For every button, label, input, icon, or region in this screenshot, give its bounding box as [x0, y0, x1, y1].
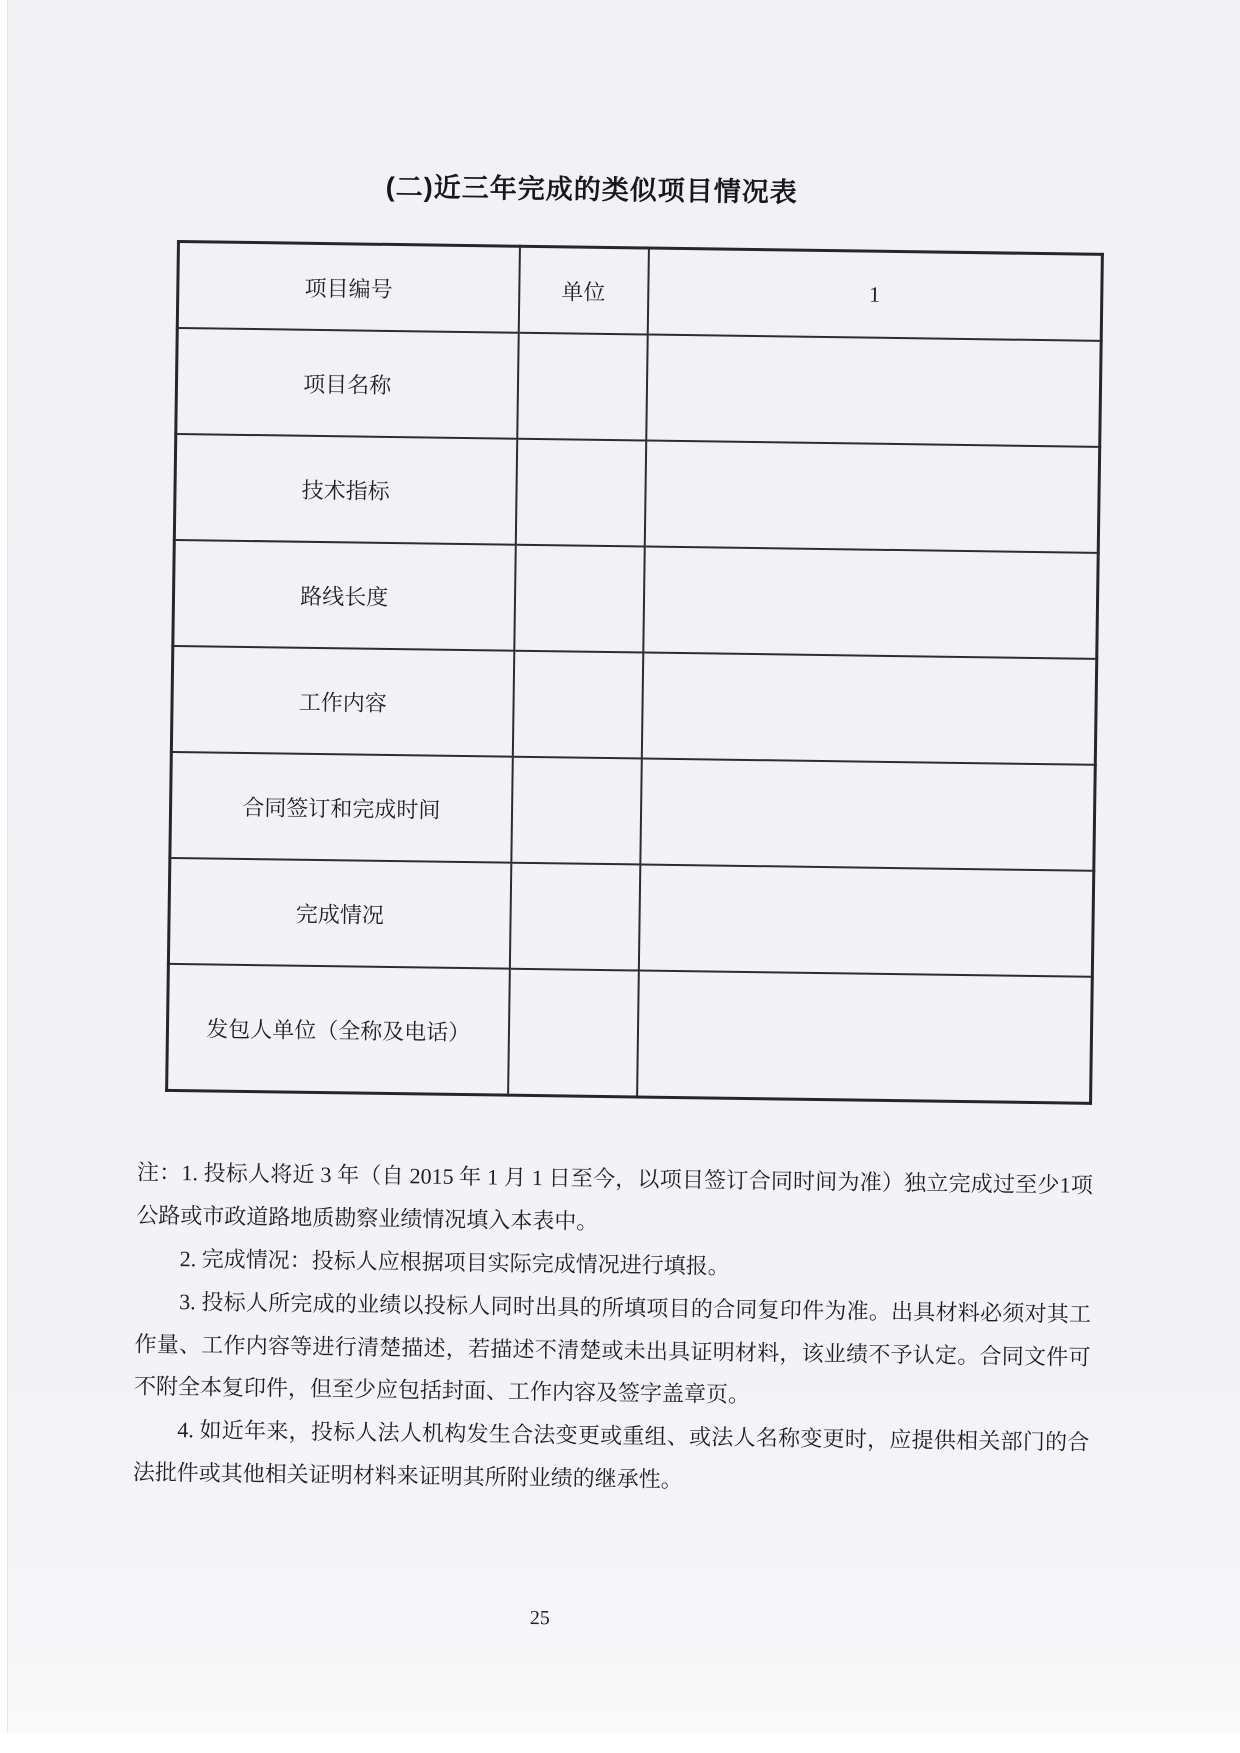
note-4: 4. 如近年来，投标人法人机构发生合法变更或重组、或法人名称变更时，应提供相关部门的合法批件或其他相关证明材料来证明其所附业绩的继承性。: [132, 1417, 1090, 1493]
table-cell-empty: [641, 653, 1096, 765]
row-label-employer-unit: 发包人单位（全称及电话）: [167, 964, 510, 1095]
table-cell-empty: [511, 757, 641, 865]
table-cell-empty: [637, 970, 1093, 1103]
scan-bottom-edge: [0, 1733, 1240, 1753]
table-cell-empty: [512, 651, 642, 759]
table-cell-empty: [646, 335, 1101, 447]
page-number: 25: [529, 1607, 550, 1630]
row-label-completion-status: 完成情况: [168, 858, 510, 969]
table-row-project-name: [176, 328, 1101, 447]
unit-header-cell: 单位: [518, 246, 648, 334]
table-cell-empty: [640, 758, 1095, 870]
table-cell-empty: [508, 969, 639, 1097]
table-row-technical-indicators: [174, 434, 1099, 553]
note-1: 注：1. 投标人将近 3 年（自 2015 年 1 月 1 日至今，以项目签订合同时间为准）独立完成过至少1项公路或市政道路地质勘察业绩情况填入本表中。: [136, 1159, 1094, 1234]
table-cell-empty: [644, 441, 1099, 553]
note-3: 3. 投标人所完成的业绩以投标人同时出具的所填项目的合同复印件为准。出具材料必须对其工作量、工作内容等进行清楚描述，若描述不清楚或未出具证明材料，该业绩不予认定。合同文件可不附全本复印件，但至少应包括封面、工作内容及签字盖章页。: [133, 1288, 1092, 1408]
row-label-technical-indicators: 技术指标: [174, 434, 516, 545]
notes-section: [132, 1151, 1093, 1507]
table-cell-empty: [643, 547, 1098, 659]
table-cell-empty: [514, 545, 644, 653]
table-row-contract-dates: [170, 752, 1095, 871]
row-label-route-length: 路线长度: [173, 540, 515, 651]
note-2: 2. 完成情况：投标人应根据项目实际完成情况进行填报。: [179, 1245, 730, 1279]
table-row-route-length: [173, 540, 1098, 659]
table-cell-empty: [509, 863, 639, 971]
table-row-work-content: [171, 646, 1096, 765]
row-label-project-number: 项目编号: [177, 241, 519, 332]
table-cell-empty: [515, 439, 645, 547]
row-label-project-name: 项目名称: [176, 328, 518, 439]
project-index-cell: 1: [647, 248, 1102, 341]
table-cell-empty: [517, 333, 647, 441]
table-cell-empty: [638, 864, 1093, 976]
table-row-completion-status: [168, 858, 1093, 977]
similar-projects-table: [165, 240, 1104, 1105]
page-title: (二)近三年完成的类似项目情况表: [385, 171, 798, 208]
table-row-employer-unit: [167, 964, 1093, 1103]
table-row-project-number: [177, 241, 1102, 340]
row-label-work-content: 工作内容: [171, 646, 513, 757]
row-label-contract-dates: 合同签订和完成时间: [170, 752, 512, 863]
